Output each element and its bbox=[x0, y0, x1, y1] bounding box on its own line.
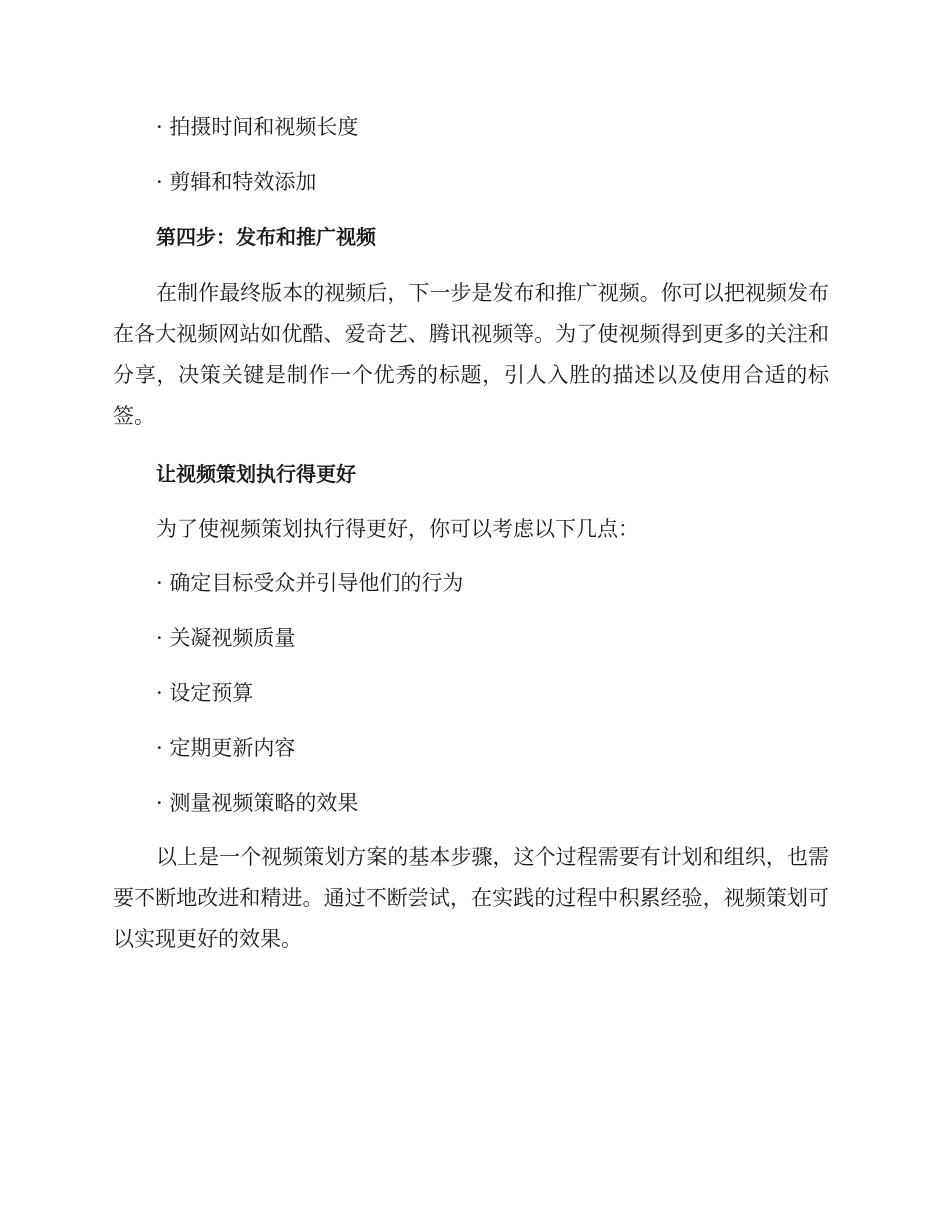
list-item: · 测量视频策略的效果 bbox=[156, 791, 359, 815]
section-heading-better: 让视频策划执行得更好 bbox=[156, 462, 356, 486]
list-item: · 定期更新内容 bbox=[156, 736, 296, 760]
list-item: · 剪辑和特效添加 bbox=[156, 170, 317, 194]
list-item: · 设定预算 bbox=[156, 681, 254, 705]
list-item: · 确定目标受众并引导他们的行为 bbox=[156, 571, 464, 595]
paragraph-step4: 在制作最终版本的视频后，下一步是发布和推广视频。你可以把视频发布在各大视频网站如优酷、爱奇艺、腾讯视频等。为了使视频得到更多的关注和分享，决策关键是制作一个优秀的标题，引人入胜的描述以及使用合适的标签。 bbox=[113, 281, 829, 428]
section-heading-step4: 第四步：发布和推广视频 bbox=[156, 225, 376, 249]
list-item: · 关凝视频质量 bbox=[156, 626, 296, 650]
intro-text: 为了使视频策划执行得更好，你可以考虑以下几点： bbox=[156, 517, 639, 541]
list-item: · 拍摄时间和视频长度 bbox=[156, 115, 359, 139]
paragraph-conclusion: 以上是一个视频策划方案的基本步骤，这个过程需要有计划和组织，也需要不断地改进和精进。通过不断尝试，在实践的过程中积累经验，视频策划可以实现更好的效果。 bbox=[113, 845, 829, 951]
